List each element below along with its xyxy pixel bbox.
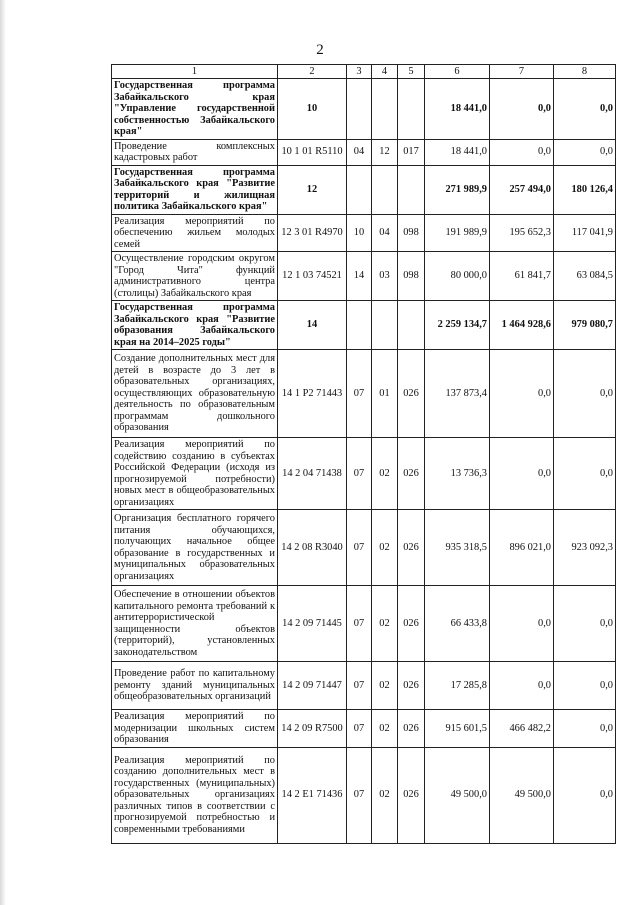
row-expense-type [398, 79, 425, 140]
row-code: 14 1 P2 71443 [278, 350, 347, 438]
row-section: 07 [347, 438, 372, 510]
row-name: Осуществление городским округом "Город Чита" функций административного центра (столицы) Забайкальского края [112, 252, 278, 301]
row-name: Государственная программа Забайкальского края "Развитие территорий и жилищная политика Забайкальского края" [112, 165, 278, 214]
column-header: 5 [398, 65, 425, 79]
row-value-col6: 66 433,8 [425, 586, 490, 662]
table-row [112, 747, 616, 843]
row-value-col6: 137 873,4 [425, 350, 490, 438]
row-value-col7: 0,0 [490, 662, 554, 710]
row-name: Государственная программа Забайкальского края "Управление государственной собственностью Забайкальского края" [112, 79, 278, 140]
row-value-col6: 18 441,0 [425, 139, 490, 165]
row-subsection: 12 [372, 139, 398, 165]
table-row [112, 252, 616, 301]
row-subsection: 02 [372, 747, 398, 843]
row-value-col6: 17 285,8 [425, 662, 490, 710]
row-expense-type: 026 [398, 586, 425, 662]
row-value-col6: 271 989,9 [425, 165, 490, 214]
row-section [347, 79, 372, 140]
row-code: 12 3 01 R4970 [278, 214, 347, 252]
row-name: Реализация мероприятий по обеспечению жильем молодых семей [112, 214, 278, 252]
row-code: 14 2 E1 71436 [278, 747, 347, 843]
table-row [112, 586, 616, 662]
row-section: 07 [347, 586, 372, 662]
row-section: 07 [347, 510, 372, 586]
row-value-col6: 191 989,9 [425, 214, 490, 252]
row-value-col6: 80 000,0 [425, 252, 490, 301]
row-subsection: 02 [372, 510, 398, 586]
program-row [112, 165, 616, 214]
row-expense-type: 026 [398, 438, 425, 510]
table-row [112, 214, 616, 252]
row-section: 14 [347, 252, 372, 301]
row-value-col7: 896 021,0 [490, 510, 554, 586]
row-value-col7: 61 841,7 [490, 252, 554, 301]
column-header: 3 [347, 65, 372, 79]
row-section: 07 [347, 662, 372, 710]
row-code: 12 1 03 74521 [278, 252, 347, 301]
row-value-col8: 979 080,7 [554, 301, 616, 350]
row-code: 14 2 04 71438 [278, 438, 347, 510]
row-value-col6: 18 441,0 [425, 79, 490, 140]
row-name: Реализация мероприятий по модернизации школьных систем образования [112, 710, 278, 748]
row-section: 10 [347, 214, 372, 252]
row-name: Проведение комплексных кадастровых работ [112, 139, 278, 165]
row-expense-type: 026 [398, 747, 425, 843]
row-subsection [372, 79, 398, 140]
row-name: Обеспечение в отношении объектов капитального ремонта требований к антитеррористической защищенности объектов (территорий), установленных законодательством [112, 586, 278, 662]
row-subsection: 02 [372, 586, 398, 662]
row-subsection [372, 165, 398, 214]
row-value-col8: 0,0 [554, 747, 616, 843]
row-value-col7: 49 500,0 [490, 747, 554, 843]
row-name: Реализация мероприятий по созданию дополнительных мест в государственных (муниципальных) образовательных организациях различных типов в соответствии с прогнозируемой потребностью и современными требованиями [112, 747, 278, 843]
column-header: 1 [112, 65, 278, 79]
table-row [112, 510, 616, 586]
row-value-col8: 0,0 [554, 662, 616, 710]
row-code: 10 1 01 R5110 [278, 139, 347, 165]
row-value-col6: 915 601,5 [425, 710, 490, 748]
row-code: 12 [278, 165, 347, 214]
row-expense-type: 017 [398, 139, 425, 165]
column-header: 6 [425, 65, 490, 79]
row-expense-type: 026 [398, 710, 425, 748]
row-section [347, 165, 372, 214]
table-row [112, 350, 616, 438]
table-row [112, 139, 616, 165]
page-number: 2 [316, 42, 324, 58]
column-header: 4 [372, 65, 398, 79]
row-subsection [372, 301, 398, 350]
row-value-col8: 0,0 [554, 586, 616, 662]
row-expense-type: 026 [398, 510, 425, 586]
header-row [112, 65, 616, 79]
row-value-col8: 0,0 [554, 350, 616, 438]
table-row [112, 662, 616, 710]
row-expense-type: 098 [398, 214, 425, 252]
row-code: 14 [278, 301, 347, 350]
row-code: 14 2 09 R7500 [278, 710, 347, 748]
row-name: Проведение работ по капитальному ремонту зданий муниципальных общеобразовательных организаций [112, 662, 278, 710]
row-expense-type [398, 165, 425, 214]
column-header: 7 [490, 65, 554, 79]
row-value-col7: 0,0 [490, 586, 554, 662]
row-subsection: 04 [372, 214, 398, 252]
row-value-col6: 49 500,0 [425, 747, 490, 843]
row-section: 07 [347, 747, 372, 843]
row-value-col8: 117 041,9 [554, 214, 616, 252]
row-expense-type: 026 [398, 662, 425, 710]
program-row [112, 301, 616, 350]
scan-shadow-left [0, 0, 6, 905]
row-value-col8: 923 092,3 [554, 510, 616, 586]
row-section: 04 [347, 139, 372, 165]
row-code: 14 2 09 71447 [278, 662, 347, 710]
program-row [112, 79, 616, 140]
row-subsection: 02 [372, 662, 398, 710]
row-subsection: 02 [372, 438, 398, 510]
row-value-col8: 0,0 [554, 139, 616, 165]
row-section [347, 301, 372, 350]
row-value-col7: 257 494,0 [490, 165, 554, 214]
row-value-col7: 0,0 [490, 438, 554, 510]
row-code: 14 2 09 71445 [278, 586, 347, 662]
table-row [112, 710, 616, 748]
row-value-col7: 0,0 [490, 79, 554, 140]
row-name: Создание дополнительных мест для детей в возрасте до 3 лет в образовательных организациях, осуществляющих образовательную деятельность по образовательным программам дошкольного образования [112, 350, 278, 438]
row-subsection: 02 [372, 710, 398, 748]
table-body [112, 79, 616, 844]
row-value-col8: 0,0 [554, 79, 616, 140]
row-name: Государственная программа Забайкальского края "Развитие образования Забайкальского края на 2014–2025 годы" [112, 301, 278, 350]
row-value-col6: 13 736,3 [425, 438, 490, 510]
row-value-col7: 0,0 [490, 350, 554, 438]
row-subsection: 03 [372, 252, 398, 301]
row-code: 14 2 08 R3040 [278, 510, 347, 586]
row-value-col6: 935 318,5 [425, 510, 490, 586]
row-name: Организация бесплатного горячего питания обучающихся, получающих начальное общее образование в государственных и муниципальных образовательных организациях [112, 510, 278, 586]
row-value-col8: 63 084,5 [554, 252, 616, 301]
row-value-col6: 2 259 134,7 [425, 301, 490, 350]
row-value-col7: 0,0 [490, 139, 554, 165]
row-section: 07 [347, 350, 372, 438]
row-expense-type: 098 [398, 252, 425, 301]
row-value-col7: 466 482,2 [490, 710, 554, 748]
row-value-col8: 0,0 [554, 438, 616, 510]
column-header: 8 [554, 65, 616, 79]
row-value-col8: 180 126,4 [554, 165, 616, 214]
table-row [112, 438, 616, 510]
row-value-col7: 1 464 928,6 [490, 301, 554, 350]
row-subsection: 01 [372, 350, 398, 438]
column-header: 2 [278, 65, 347, 79]
row-value-col7: 195 652,3 [490, 214, 554, 252]
row-section: 07 [347, 710, 372, 748]
row-name: Реализация мероприятий по содействию созданию в субъектах Российской Федерации (исходя из прогнозируемой потребности) новых мест в общеобразовательных организациях [112, 438, 278, 510]
row-value-col8: 0,0 [554, 710, 616, 748]
budget-table [111, 64, 616, 844]
row-expense-type [398, 301, 425, 350]
row-code: 10 [278, 79, 347, 140]
row-expense-type: 026 [398, 350, 425, 438]
